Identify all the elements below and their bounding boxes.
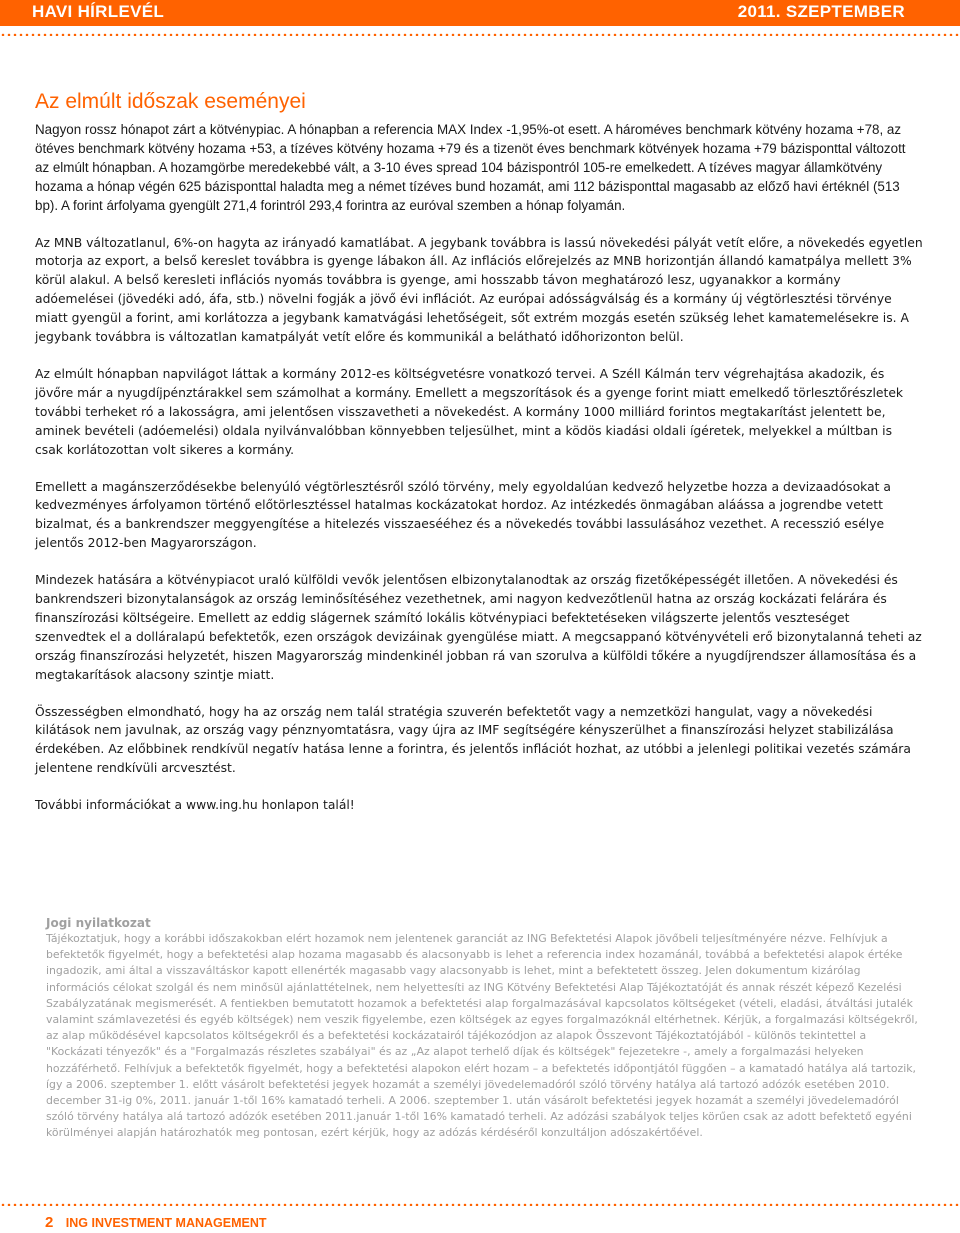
paragraph-summary: Összességben elmondható, hogy ha az ország nem talál stratégia szuverén befektetőt vagy a nemzetközi hangulat, vagy a növekedési kilátások nem javulnak, az ország vagy pénznyomtatásra, vagy újra az IMF segítségére kényszerülhet a finanszírozási helyzet stabilizálása érdekében. Az előbbinek rendkívül negatív hatása lenne a forintra, és jelentős inflációt hozhat, az utóbbi a jelenlegi politikai vezetés számára jelentene rendkívüli arcvesztést. [35, 704, 911, 776]
legal-disclaimer [46, 916, 926, 1142]
newsletter-header-bar [0, 0, 960, 26]
page-footer [45, 1214, 267, 1232]
issue-date: 2011. SZEPTEMBER [737, 2, 905, 21]
section-title: Az elmúlt időszak eseményei [35, 90, 306, 113]
article-body [35, 121, 923, 833]
footer-brand: ING INVESTMENT MANAGEMENT [65, 1216, 267, 1230]
paragraph-mnb-rates: Az MNB változatlanul, 6%-on hagyta az irányadó kamatlábat. A jegybank továbbra is lassú növekedési pályát vetít előre, a növekedés egyetlen motorja az export, a belső kereslet továbbra is gyenge lábakon áll. Az inflációs előrejelzés az MNB horizontján állandó kamatpálya mellett 3% körül alakul. A belső keresleti inflációs nyomás továbbra is gyenge, ami hosszabb távon meghatározó lesz, ugyanakkor a kormány adóemelései (jövedéki adó, áfa, stb.) növelni fogják a jövő évi inflációt. Az európai adósságválság és a kormány új végtörlesztési törvénye miatt gyengül a forint, ami korlátozza a jegybank kamatvágási lehetőségeit, sőt extrém mozgás esetén szükség lehet kamatemelésekre is. A jegybank továbbra is változatlan kamatpályát vetít előre és kommunikál a belátható időhorizonton belül. [35, 235, 923, 345]
footer-dotted-divider [0, 1203, 960, 1206]
newsletter-title: HAVI HÍRLEVÉL [32, 2, 165, 21]
paragraph-market-summary: Nagyon rossz hónapot zárt a kötvénypiac. A hónapban a referencia MAX Index -1,95%-ot esett. A hároméves benchmark kötvény hozama +78, az ötéves benchmark kötvény hozama +53, a tízéves kötvény hozama +79 és a tizenöt éves benchmark kötvények hozama +79 bázisponttal változott az elmúlt hónapban. A hozamgörbe meredekebbé vált, a 3-10 éves spread 104 bázispontról 105-re emelkedett. A tízéves magyar államkötvény hozama a hónap végén 625 bázisponttal haladta meg a német tízéves bund hozamát, ami 112 bázisponttal magasabb az előző havi értéknél (513 bp). A forint árfolyama gyengült 271,4 forintról 293,4 forintra az euróval szemben a hónap folyamán. [35, 122, 906, 213]
page-number: 2 [45, 1214, 54, 1231]
paragraph-foreign-investors: Mindezek hatására a kötvénypiacot uraló külföldi vevők jelentősen elbizonytalanodtak az ország fizetőképességét illetően. A növekedési és bankrendszeri bizonytalanságok az ország leminősítéséhez vezethetnek, ami nagyon kedvezőtlenül hatna az ország kockázati felárára és finanszírozási költségeire. Emellett az eddig slágernek számító lokális kötvénypiaci befektetéseken világszerte jelentős veszteséget szenvedtek el a dolláralapú befektetők, ezen országok devizáinak gyengülése miatt. A megcsappanó kötvényvételi erő bizonytalanná teheti az ország finanszírozási helyzetét, hiszen Magyarország mindenkinél jobban rá van szorulva a külföldi tőkére a nyugdíjrendszer államosítása és a megtakarítások alacsony szintje miatt. [35, 573, 922, 682]
disclaimer-text: Tájékoztatjuk, hogy a korábbi időszakokban elért hozamok nem jelentenek garanciát az ING Befektetési Alapok jövőbeli teljesítményére nézve. Felhívjuk a befektetők figyelmét, hogy a befektetési alap hozama magasabb és alacsonyabb is lehet a referencia index hozamánál, továbbá a befektetési alapok értéke ingadozik, ami által a visszaváltáskor kapott ellenérték magasabb vagy alacsonyabb is lehet, mint a befektetett összeg. Jelen dokumentum kizárólag információs célokat szolgál és nem minősül ajánlattételnek, nem helyettesíti az ING Kötvény Befektetési Alap Tájékoztatóját és annak részét képező Kezelési Szabályzatának megismerését. A fentiekben bemutatott hozamok a befektetési alap forgalmazásával kapcsolatos költségeket (vételi, eladási, átváltási jutalék valamint számlavezetési és egyéb költségek) nem veszik figyelembe, ezen költségek az egyes forgalmazóknál eltérhetnek. Kérjük, a forgalmazási költségekről, az alap működésével kapcsolatos költségekről és a befektetési kockázatairól tájékozódjon az alapok Összevont Tájékoztatójából - különös tekintettel a "Kockázati tényezők" és a "Forgalmazás részletes szabályai" és az „Az alapot terhelő díjak és költségek" fejezetekre -, amely a forgalmazási helyeken hozzáférhető. Felhívjuk a befektetők figyelmét, hogy a befektetési alapokon elért hozam – a befektetés időpontjától függően – a kamatadó hatálya alá tartozik, így a 2006. szeptember 1. előtt vásárolt befektetési jegyek hozamát a személyi jövedelemadóról szóló törvény hatálya alá tartozó adózók esetében 2010. december 31-ig 0%, 2011. január 1-től 16% kamatadó terheli. A 2006. szeptember 1. után vásárolt befektetési jegyek hozamát a személyi jövedelemadóról szóló törvény hatálya alá tartozó adózók esetében 2011.január 1-től 16% kamatadó terheli. Az adózási szabályok teljes körűen csak az adott befektető egyéni körülményei alapján határozhatók meg pontosan, ezért kérjük, hogy az adózás kérdéséről konzultáljon adószakértőével. [46, 932, 918, 1140]
paragraph-more-info: További információkat a www.ing.hu honlapon talál! [35, 798, 355, 813]
paragraph-budget: Az elmúlt hónapban napvilágot láttak a kormány 2012-es költségvetésre vonatkozó tervei. A Széll Kálmán terv végrehajtása akadozik, és jövőre már a nyugdíjpénztárakkel sem számolhat a kormány. Emellett a megszorítások és a gyenge forint miatt emelkedő törlesztőrészletek további terheket ró a lakosságra, ami jelentősen visszavetheti a növekedést. A kormány 1000 milliárd forintos megtakarítást jelentett be, aminek bevételi (adóemelési) oldala nyilvánvalóbban könnyebben teljesülhet, mint a ködös kiadási oldali ígéretek, melyekkel a múltban is csak korlátozottan volt sikeres a kormány. [35, 366, 904, 457]
header-dotted-divider [0, 33, 960, 36]
disclaimer-title: Jogi nyilatkozat [46, 916, 151, 930]
paragraph-repayment-law: Emellett a magánszerződésekbe belenyúló végtörlesztésről szóló törvény, mely egyoldalúan kedvező helyzetbe hozza a devizaadósokat a kedvezményes árfolyamon történő előtörlesztéssel hatalmas kockázatokat hordoz. Az intézkedés önmagában aláássa a jogrendbe vetett bizalmat, és a bankrendszer meggyengítése a hitelezés visszaesééhez és a növekedés további lassulásához vezethet. A recesszió esélye jelentős 2012-ben Magyarországon. [35, 479, 891, 551]
